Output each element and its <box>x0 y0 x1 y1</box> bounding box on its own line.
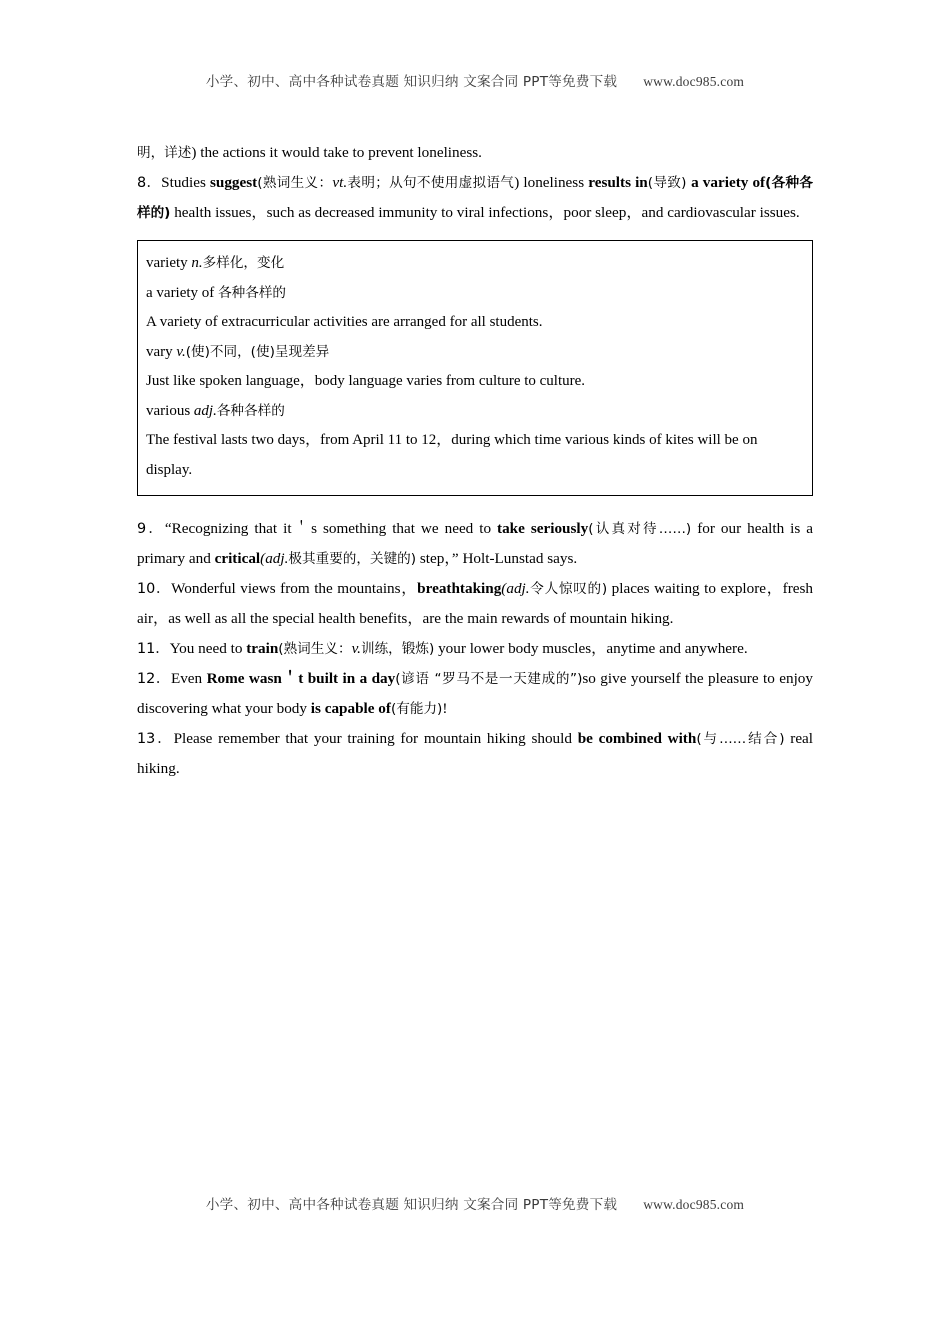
item12-keyword-is-capable-of: is capable of <box>310 700 391 717</box>
box-line-2-cn: 各种各样的 <box>218 284 287 301</box>
item8-t2: ) loneliness <box>514 174 589 191</box>
box-word-variety: variety <box>146 255 192 271</box>
page-footer-promo <box>0 1193 950 1213</box>
item11-pos-v: v. <box>351 640 361 657</box>
item12-keyword-rome: Rome wasn＇t built in a day <box>206 670 396 687</box>
paragraph-continuation-en: ) the actions it would take to prevent loneliness. <box>191 144 482 161</box>
item13-cn1: (与……结合) <box>696 731 785 747</box>
box-line-1 <box>146 249 802 279</box>
box-line-7: The festival lasts two days，from April 11 to 12，during which time various kinds of kites will be on display. <box>146 432 758 478</box>
item10-t1: Wonderful views from the mountains， <box>171 580 418 597</box>
item12-t1: Even <box>170 670 207 687</box>
vocabulary-box <box>137 240 813 496</box>
box-pos-adj: adj. <box>193 402 217 419</box>
item9-t3: step，” Holt-Lunstad says. <box>416 550 578 567</box>
box-line-4 <box>146 338 802 368</box>
item8-cn3: (导致) <box>647 175 692 191</box>
item10-cn1: 令人惊叹的) <box>529 581 608 597</box>
footer-promo-text: 小学、初中、高中各种试卷真题 知识归纳 文案合同 PPT等免费下载 <box>205 1197 618 1213</box>
box-phrase-a-variety-of: a variety of <box>146 284 219 301</box>
box-word-various: various <box>146 402 194 419</box>
page-header-promo <box>0 70 950 90</box>
item12-t2: so give yourself the pleasure to enjoy discovering what your body <box>137 670 813 717</box>
item9-cn2: 极其重要的，关键的) <box>288 551 417 567</box>
item9-cn1: (认真对待……) <box>588 521 692 537</box>
paragraph-continuation <box>137 138 813 168</box>
item9-pos-adj: (adj. <box>260 550 289 567</box>
list-item-12 <box>137 664 813 724</box>
box-word-vary: vary <box>146 343 177 360</box>
list-item-10-number: 10． <box>137 581 172 597</box>
item11-t1: You need to <box>169 640 247 657</box>
item9-t2: for our health is a primary and <box>137 520 814 567</box>
item11-cn1: (熟词生义： <box>278 641 352 657</box>
box-line-4-cn: (使)不同，(使)呈现差异 <box>185 343 330 360</box>
box-line-5: Just like spoken language，body language varies from culture to culture. <box>146 373 586 389</box>
paragraph-continuation-cn: 明，详述 <box>137 145 192 161</box>
box-pos-n: n. <box>191 255 203 271</box>
item8-t1: Studies <box>161 174 210 191</box>
item10-pos-adj: (adj. <box>501 580 530 597</box>
list-item-13-number: 13． <box>137 731 174 747</box>
box-pos-v: v. <box>176 343 186 360</box>
list-item-9-number: 9． <box>137 521 165 537</box>
list-item-8-number: 8． <box>137 175 162 191</box>
item11-keyword-train: train <box>246 640 279 657</box>
box-line-2 <box>146 279 802 309</box>
item8-cn2: 表明；从句不使用虚拟语气 <box>347 175 515 191</box>
item9-keyword-critical: critical <box>214 550 261 567</box>
item12-cn1: (谚语 “罗马不是一天建成的”) <box>395 671 583 687</box>
list-item-13 <box>137 724 813 784</box>
item9-keyword-take-seriously: take seriously <box>497 520 589 537</box>
item10-keyword-breathtaking: breathtaking <box>417 580 502 597</box>
item10-t2: places waiting to explore，fresh air，as well as all the special health benefits，are the main rewards of mountain hiking. <box>137 580 814 627</box>
box-line-3: A variety of extracurricular activities are arranged for all students. <box>146 314 543 330</box>
item8-t3: health issues，such as decreased immunity to viral infections，poor sleep，and cardiovascular issues. <box>170 204 800 221</box>
list-item-8 <box>137 168 813 228</box>
item13-t1: Please remember that your training for mountain hiking should <box>173 730 578 747</box>
header-promo-text: 小学、初中、高中各种试卷真题 知识归纳 文案合同 PPT等免费下载 <box>205 74 618 90</box>
item12-cn2: (有能力) <box>390 701 443 717</box>
list-item-11-number: 11． <box>137 641 170 657</box>
item9-t1: “Recognizing that it＇s something that we need to <box>164 520 498 537</box>
list-item-10 <box>137 574 813 634</box>
item12-t3: ! <box>442 700 448 717</box>
item11-cn2: 训练，锻炼) <box>360 641 435 657</box>
document-body <box>137 138 813 784</box>
item13-t2: real hiking. <box>137 730 814 777</box>
header-site-url: www.doc985.com <box>643 74 745 89</box>
list-item-11 <box>137 634 813 664</box>
item8-keyword-suggest: suggest <box>209 174 258 191</box>
list-item-9 <box>137 514 813 574</box>
item8-keyword-a-variety-of: a variety of <box>691 174 766 191</box>
list-item-12-number: 12． <box>137 671 171 687</box>
item8-cn1: (熟词生义： <box>257 175 333 191</box>
footer-site-url: www.doc985.com <box>643 1197 745 1212</box>
item11-t2: your lower body muscles，anytime and anywhere. <box>434 640 748 657</box>
box-line-1-cn: 多样化，变化 <box>202 255 285 271</box>
item13-keyword-be-combined-with: be combined with <box>577 730 697 747</box>
item8-pos-vt: vt. <box>332 174 348 191</box>
item8-cn4: (各种各样的) <box>137 175 814 221</box>
item8-keyword-results-in: results in <box>588 174 648 191</box>
box-line-6 <box>146 397 802 427</box>
box-line-6-cn: 各种各样的 <box>216 402 285 419</box>
